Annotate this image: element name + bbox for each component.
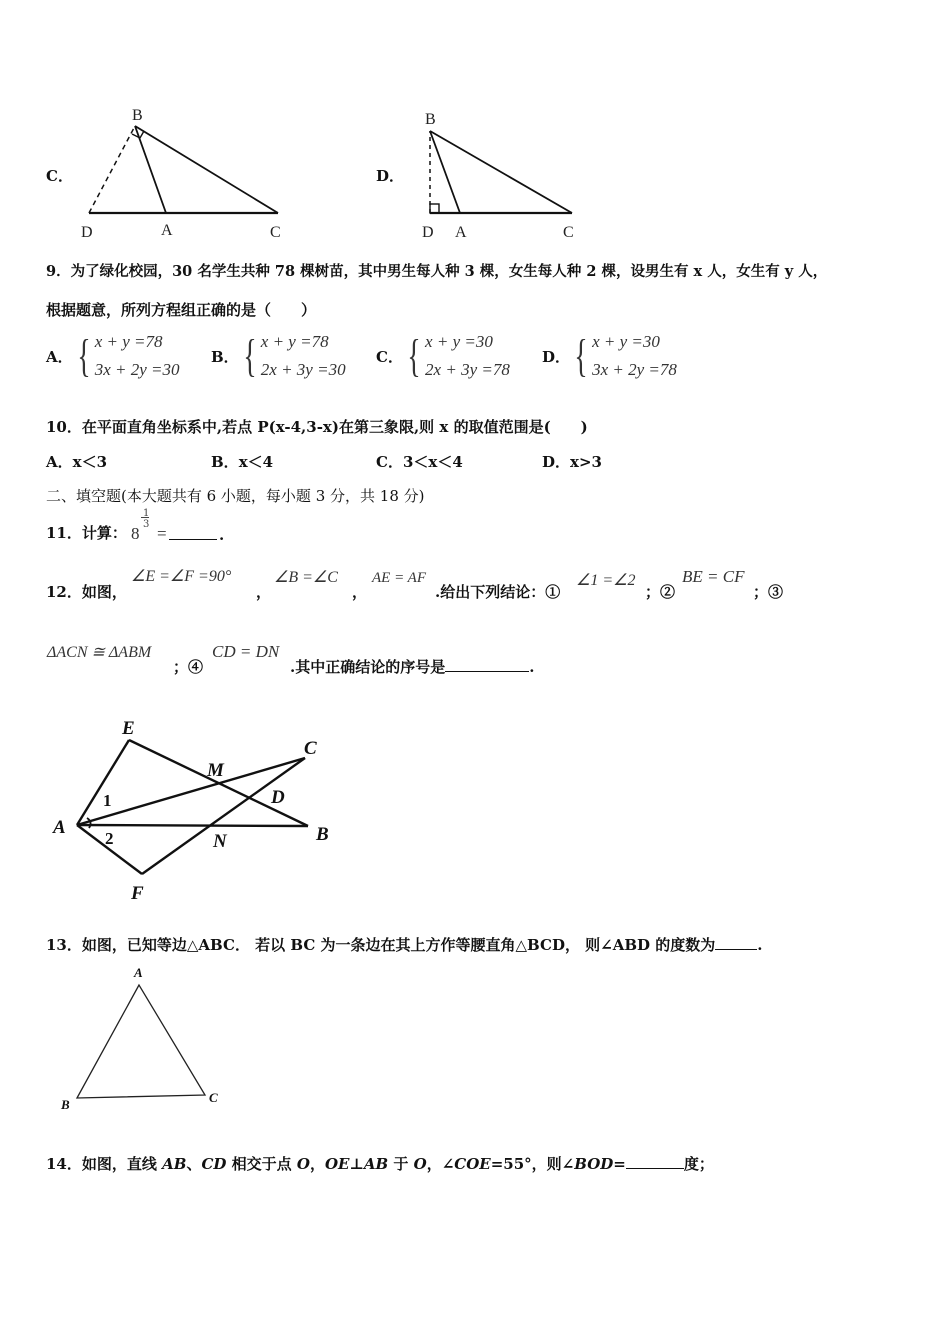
q11-prefix: 11．计算：: [46, 524, 127, 542]
section-2-title: 二、填空题(本大题共有 6 小题，每小题 3 分，共 18 分): [46, 487, 425, 505]
option-label: D．: [542, 347, 571, 366]
q11-expression: 8 1 3 = .: [131, 508, 225, 544]
q12-conclusion-1: ∠1 =∠2: [576, 572, 636, 589]
segment-ab: [77, 825, 308, 826]
q12-condition-3: AE = AF: [372, 570, 427, 586]
point-e-label: E: [122, 718, 135, 739]
answer-blank[interactable]: [626, 1154, 684, 1169]
q10-text: 10．在平面直角坐标系中,若点 P(x-4,3-x)在第三象限,则 x 的取值范围是( ): [46, 418, 588, 436]
q12-text-b: ；②: [645, 583, 676, 601]
brace: {: [574, 330, 588, 381]
q13-text: 13．如图，已知等边△ABC． 若以 BC 为一条边在其上方作等腰直角△BCD， 则∠ABD 的度数为 .: [46, 936, 763, 954]
base: 8: [131, 524, 140, 543]
q12-text-c: ；③: [753, 583, 784, 601]
point-d-label: D: [271, 787, 285, 808]
q10-option-a: [46, 451, 107, 472]
exponent-denominator: 3: [143, 519, 150, 530]
q12-condition-2: ∠B =∠C: [274, 569, 338, 586]
line-ba: [135, 126, 166, 213]
q9-text-line1: 9．为了绿化校园，30 名学生共种 78 棵树苗，其中男生每人种 3 棵，女生每人种 2 棵，设男生有 x 人，女生有 y 人，: [46, 263, 828, 280]
equation-1: x + y =78: [94, 332, 163, 351]
equals: =: [157, 524, 167, 543]
q8-option-c-figure: [75, 100, 295, 245]
q13-figure: [55, 962, 230, 1114]
point-c-label: C: [209, 1090, 218, 1105]
angle-1-label: 1: [103, 791, 112, 810]
point-a-label: A: [161, 222, 173, 239]
triangle-abc: [77, 985, 205, 1098]
point-c-label: C: [304, 738, 317, 759]
brace: {: [407, 330, 421, 381]
q10-option-c: [376, 451, 463, 472]
q12-conclusion-2: BE = CF: [682, 567, 745, 586]
point-a-label: A: [455, 224, 467, 241]
q10-option-d: [542, 451, 602, 472]
point-m-label: M: [207, 760, 224, 781]
exponent-numerator: 1: [143, 508, 150, 519]
point-b-label: B: [425, 111, 436, 128]
answer-blank[interactable]: [715, 935, 757, 950]
option-value: x＜4: [238, 453, 274, 471]
option-label: B．: [211, 453, 239, 471]
q9-option-a: [46, 328, 180, 384]
point-b-label: B: [61, 1097, 70, 1112]
option-label: C．: [376, 347, 403, 366]
answer-blank[interactable]: [169, 525, 217, 540]
option-label: D．: [542, 453, 571, 471]
point-d-label: D: [422, 224, 434, 241]
dashed-line-db: [89, 126, 135, 213]
equation-2: 2x + 3y =30: [260, 360, 346, 379]
option-label: A．: [46, 453, 73, 471]
q12-text-d: ；④: [173, 658, 204, 676]
q8-option-d-figure: [415, 100, 590, 245]
line-bc: [135, 126, 278, 213]
q12-sep-2: ，: [352, 583, 368, 601]
point-a-label: A: [134, 965, 143, 980]
q12-condition-1: ∠E =∠F =90°: [131, 568, 232, 585]
equation-1: x + y =30: [425, 332, 493, 351]
point-b-label: B: [132, 107, 143, 124]
line-bc: [430, 131, 572, 213]
point-f-label: F: [131, 883, 144, 904]
q12-text-a: .给出下列结论：①: [435, 583, 561, 601]
equation-1: x + y =78: [260, 332, 329, 351]
brace: {: [243, 330, 257, 381]
q12-conclusion-3: ΔACN ≅ ΔABM: [47, 644, 152, 661]
q12-sep-1: ，: [256, 583, 272, 601]
q8-option-c-label: C．: [46, 167, 73, 185]
q12-conclusion-4: CD = DN: [212, 642, 280, 661]
option-label: A．: [46, 347, 73, 366]
equation-2: 3x + 2y =78: [592, 360, 677, 379]
point-c-label: C: [563, 224, 574, 241]
line-ba: [430, 131, 460, 213]
brace: {: [77, 330, 91, 381]
q9-option-c: [376, 328, 510, 384]
point-c-label: C: [270, 224, 281, 241]
option-value: x>3: [570, 453, 602, 471]
q12-prefix: 12．如图，: [46, 583, 127, 601]
q9-option-b: [211, 328, 346, 384]
equation-2: 3x + 2y =30: [94, 360, 180, 379]
point-d-label: D: [81, 224, 93, 241]
fraction-bar: [141, 517, 149, 518]
q10-option-b: [211, 451, 273, 472]
option-value: 3＜x＜4: [402, 453, 463, 471]
answer-blank[interactable]: [445, 657, 529, 672]
equation-2: 2x + 3y =78: [425, 360, 510, 379]
point-a-label: A: [53, 817, 66, 838]
angle-2-label: 2: [105, 829, 114, 848]
option-value: x＜3: [72, 453, 108, 471]
right-angle-mark: [430, 204, 439, 213]
q8-option-d-label: D．: [376, 167, 405, 185]
point-b-label: B: [316, 824, 329, 845]
equation-1: x + y =30: [592, 332, 660, 351]
q12-text-e: .其中正确结论的序号是 .: [290, 658, 535, 676]
q9-text-line2: 根据题意，所列方程组正确的是（ ）: [46, 301, 317, 319]
q9-option-d: [542, 328, 677, 384]
q12-figure: [45, 710, 350, 905]
option-label: B．: [211, 347, 239, 366]
option-label: C．: [376, 453, 403, 471]
point-n-label: N: [213, 831, 227, 852]
q14-text: 14．如图，直线 AB、CD 相交于点 O，OE⊥AB 于 O，∠COE=55°，则∠BOD= 度；: [46, 1155, 714, 1173]
